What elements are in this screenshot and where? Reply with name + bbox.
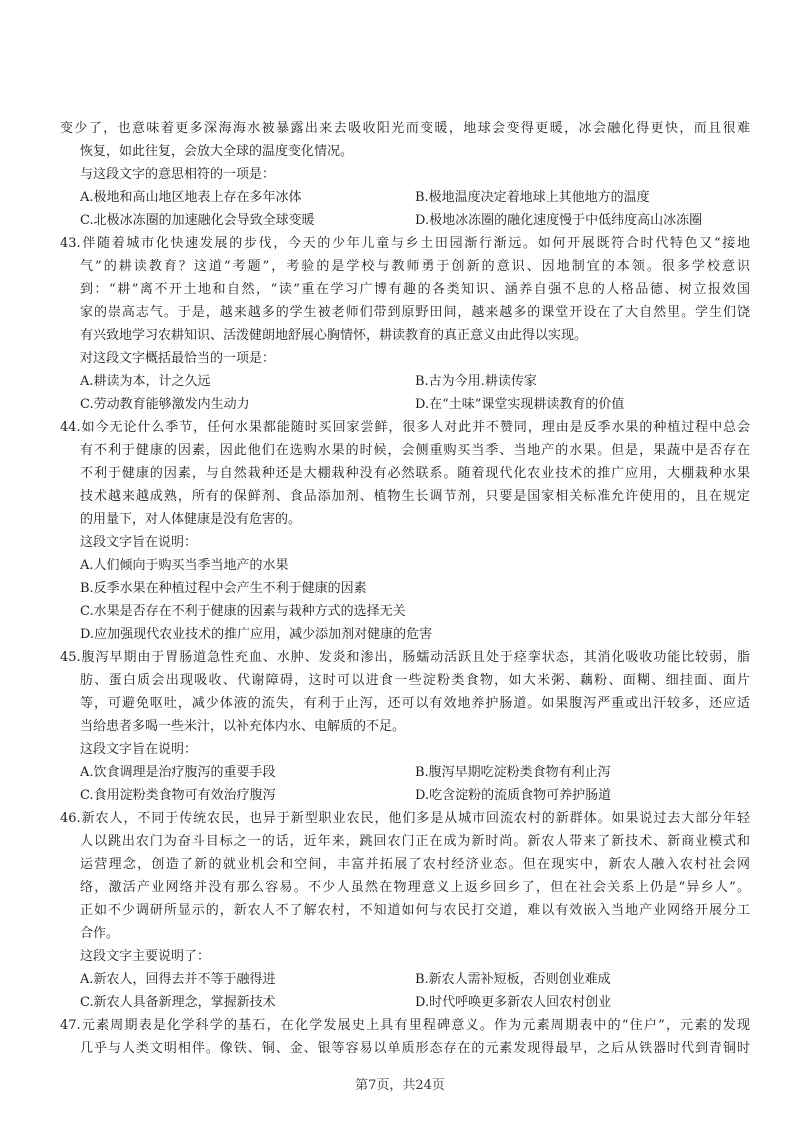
passage-line: 43.伴随着城市化快速发展的步伐，今天的少年儿童与乡土田园渐行渐远。如何开展既符合时代特色又“接地 bbox=[60, 236, 750, 251]
passage-line: 肪、蛋白质会出现吸收、代谢障碍，这时可以进食一些淀粉类食物，如大米粥、藕粉、面糊、细挂面、面片 bbox=[80, 673, 750, 688]
option-row bbox=[60, 968, 750, 991]
option-a[interactable]: A.饮食调理是治疗腹泻的重要手段 bbox=[80, 765, 276, 780]
option-row bbox=[60, 393, 750, 416]
passage-line: 气”的耕读教育？这道“考题”，考验的是学校与教师勇于创新的意识、因地制宜的本领。很多学校意识 bbox=[80, 259, 750, 274]
option-row bbox=[60, 209, 750, 232]
option-c[interactable]: C.北极冰冻圈的加速融化会导致全球变暖 bbox=[80, 213, 315, 228]
option-d[interactable]: D.极地冰冻圈的融化速度慢于中低纬度高山冰冻圈 bbox=[415, 213, 703, 228]
question-prompt: 这段文字旨在说明： bbox=[80, 535, 198, 550]
option-b[interactable]: B.古为今用.耕读传家 bbox=[415, 374, 537, 389]
passage-line: 络，激活产业网络并没有那么容易。不少人虽然在物理意义上返乡回乡了，但在社会关系上仍是“异乡人”。 bbox=[80, 880, 750, 895]
page-content bbox=[60, 117, 750, 1060]
question-prompt: 这段文字主要说明了： bbox=[80, 949, 211, 964]
question-42 bbox=[60, 117, 750, 232]
passage-line: 有兴致地学习农耕知识、活泼健朗地舒展心胸情怀，耕读教育的真正意义由此得以实现。 bbox=[80, 328, 588, 343]
passage-line: 技术越来越成熟，所有的保鲜剂、食品添加剂、植物生长调节剂，只要是国家相关标准允许使用的，且在规定 bbox=[80, 489, 750, 504]
passage-line: 46.新农人，不同于传统农民，也异于新型职业农民，他们多是从城市回流农村的新群体。如果说过去大部分年轻 bbox=[60, 811, 750, 826]
passage-line: 不利于健康的因素，与自然栽种还是大棚栽种没有必然联系。随着现代化农业技术的推广应用，大棚栽种水果 bbox=[80, 466, 750, 481]
question-45 bbox=[60, 646, 750, 807]
passage-line: 正如不少调研所显示的，新农人不了解农村，不知道如何与农民打交道，难以有效嵌入当地产业网络开展分工 bbox=[80, 903, 750, 918]
option-a[interactable]: A.人们倾向于购买当季当地产的水果 bbox=[80, 558, 289, 573]
passage-line: 到：“耕”离不开土地和自然，“读”重在学习广博有趣的各类知识、涵养自强不息的人格品德、树立报效国 bbox=[80, 282, 750, 297]
question-prompt: 这段文字旨在说明： bbox=[80, 742, 198, 757]
passage-line: 47.元素周期表是化学科学的基石，在化学发展史上具有里程碑意义。作为元素周期表中的“住户”，元素的发现 bbox=[60, 1018, 750, 1033]
option-c[interactable]: C.食用淀粉类食物可有效治疗腹泻 bbox=[80, 788, 276, 803]
passage-line: 45.腹泻早期由于胃肠道急性充血、水肿、发炎和渗出，肠蠕动活跃且处于痉挛状态，其消化吸收功能比较弱，脂 bbox=[60, 650, 750, 665]
option-d[interactable]: D.时代呼唤更多新农人回农村创业 bbox=[415, 995, 612, 1010]
question-prompt: 与这段文字的意思相符的一项是： bbox=[80, 167, 276, 182]
question-prompt: 对这段文字概括最恰当的一项是： bbox=[80, 351, 276, 366]
passage-line: 44.如今无论什么季节，任何水果都能随时买回家尝鲜，很多人对此并不赞同，理由是反季水果的种植过程中总会 bbox=[60, 420, 750, 435]
option-row bbox=[60, 370, 750, 393]
passage-line: 恢复，如此往复，会放大全球的温度变化情况。 bbox=[80, 144, 354, 159]
page-number-footer: 第7页，共24页 bbox=[355, 1078, 445, 1093]
option-d[interactable]: D.应加强现代农业技术的推广应用，减少添加剂对健康的危害 bbox=[80, 627, 433, 642]
option-a[interactable]: A.耕读为本，计之久远 bbox=[80, 374, 211, 389]
option-row bbox=[60, 761, 750, 784]
passage-line: 几乎与人类文明相伴。像铁、铜、金、银等容易以单质形态存在的元素发现得最早，之后从铁器时代到青铜时 bbox=[80, 1041, 750, 1056]
passage-line: 有不利于健康的因素，因此他们在选购水果的时候，会侧重购买当季、当地产的水果。但是，果蔬中是否存在 bbox=[80, 443, 750, 458]
option-c[interactable]: C.水果是否存在不利于健康的因素与栽种方式的选择无关 bbox=[80, 604, 406, 619]
passage-line: 运营理念，创造了新的就业机会和空间，丰富并拓展了农村经济业态。但在现实中，新农人融入农村社会网 bbox=[80, 857, 750, 872]
option-a[interactable]: A.新农人，回得去并不等于融得进 bbox=[80, 972, 276, 987]
question-43 bbox=[60, 232, 750, 416]
option-row bbox=[60, 186, 750, 209]
option-b[interactable]: B.新农人需补短板，否则创业难成 bbox=[415, 972, 611, 987]
option-b[interactable]: B.极地温度决定着地球上其他地方的温度 bbox=[415, 190, 650, 205]
option-a[interactable]: A.极地和高山地区地表上存在多年冰体 bbox=[80, 190, 302, 205]
option-b[interactable]: B.腹泻早期吃淀粉类食物有利止泻 bbox=[415, 765, 611, 780]
passage-line: 等，可避免呕吐，减少体液的流失，有利于止泻，还可以有效地养护肠道。如果腹泻严重或出汗较多，还应适 bbox=[80, 696, 750, 711]
passage-line: 变少了，也意味着更多深海海水被暴露出来去吸收阳光而变暖，地球会变得更暖，冰会融化得更快，而且很难 bbox=[60, 121, 750, 136]
option-c[interactable]: C.劳动教育能够激发内生动力 bbox=[80, 397, 250, 412]
option-d[interactable]: D.在“土味”课堂实现耕读教育的价值 bbox=[415, 397, 625, 412]
option-d[interactable]: D.吃含淀粉的流质食物可养护肠道 bbox=[415, 788, 612, 803]
passage-line: 当给患者多喝一些米汁，以补充体内水、电解质的不足。 bbox=[80, 719, 406, 734]
question-47 bbox=[60, 1014, 750, 1060]
passage-line: 合作。 bbox=[80, 926, 120, 941]
question-46 bbox=[60, 807, 750, 1014]
option-row bbox=[60, 784, 750, 807]
option-c[interactable]: C.新农人具备新理念，掌握新技术 bbox=[80, 995, 276, 1010]
passage-line: 人以跳出农门为奋斗目标之一的话，近年来，跳回农门正在成为新时尚。新农人带来了新技术、新商业模式和 bbox=[80, 834, 750, 849]
option-b[interactable]: B.反季水果在种植过程中会产生不利于健康的因素 bbox=[80, 581, 367, 596]
option-row bbox=[60, 991, 750, 1014]
passage-line: 的用量下，对人体健康是没有危害的。 bbox=[80, 512, 302, 527]
passage-line: 家的崇高志气。于是，越来越多的学生被老师们带到原野田间，越来越多的课堂开设在了大自然里。学生们饶 bbox=[80, 305, 750, 320]
question-44 bbox=[60, 416, 750, 646]
